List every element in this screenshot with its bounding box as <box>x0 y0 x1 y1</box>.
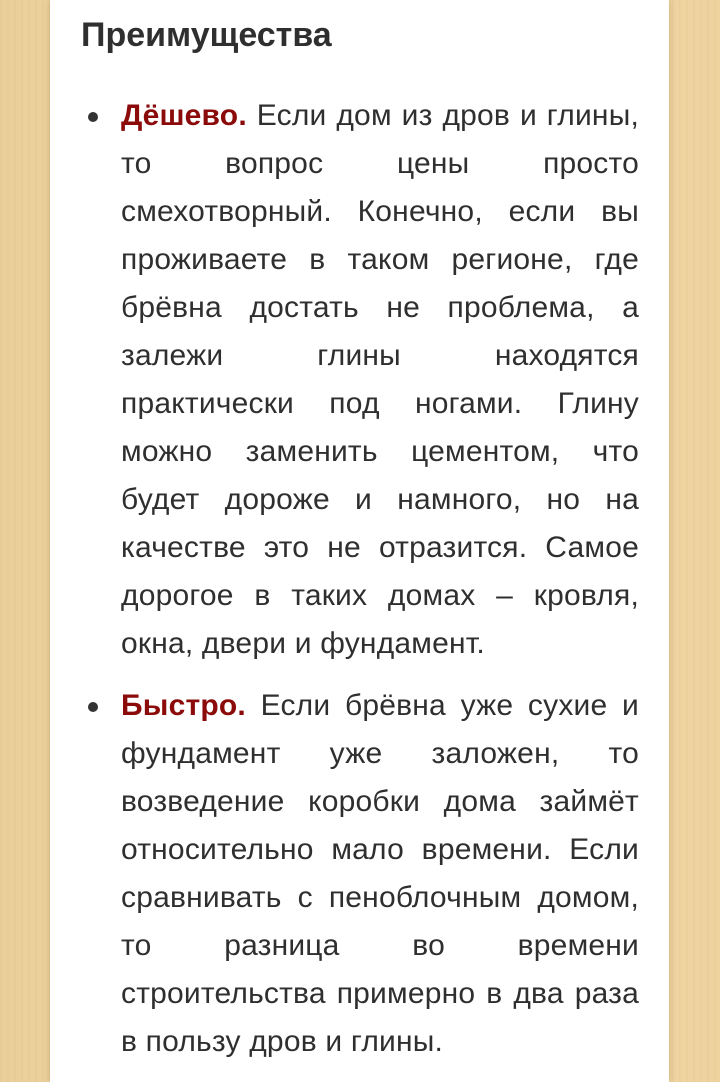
list-item-lead: Быстро. <box>121 689 246 722</box>
list-item-cheap <box>50 92 669 668</box>
list-item-text <box>121 682 639 1066</box>
bullet-icon <box>88 112 98 122</box>
article-card <box>50 0 669 1082</box>
list-item-body: Если брёвна уже сухие и фундамент уже заложен, то возведение коробки дома займёт относительно мало времени. Если сравнивать с пеноблочным домом, то разница во времени строительства примерно в два раза в пользу дров и глины. <box>121 689 639 1058</box>
list-item-fast <box>50 682 669 1066</box>
bullet-icon <box>88 702 98 712</box>
list-item-lead: Дёшево. <box>121 99 247 132</box>
list-item-body: Если дом из дров и глины, то вопрос цены просто смехотворный. Конечно, если вы проживаете в таком регионе, где брёвна достать не проблема, а залежи глины находятся практически под ногами. Глину можно заменить цементом, что будет дороже и намного, но на качестве это не отразится. Самое дорогое в таких домах – кровля, окна, двери и фундамент. <box>121 99 639 660</box>
advantages-list <box>50 92 669 1080</box>
list-item-text <box>121 92 639 668</box>
section-heading: Преимущества <box>81 16 332 54</box>
